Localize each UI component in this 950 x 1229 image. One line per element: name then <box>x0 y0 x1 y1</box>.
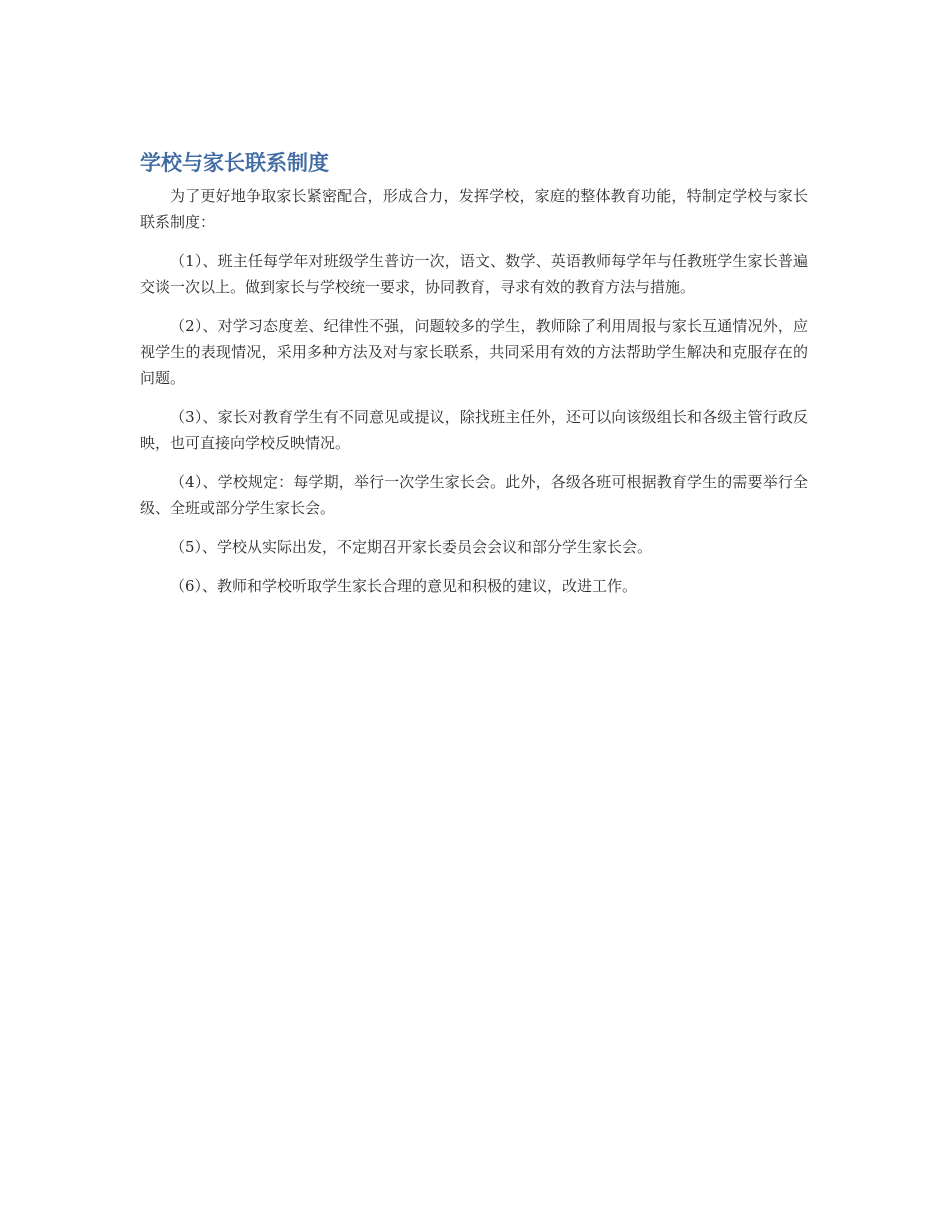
rule-paragraph-2: （2）、对学习态度差、纪律性不强，问题较多的学生，教师除了利用周报与家长互通情况外，应视学生的表现情况，采用多种方法及对与家长联系，共同采用有效的方法帮助学生解决和克服存在的问题。 <box>140 317 808 387</box>
rule-paragraph-5: （5）、学校从实际出发，不定期召开家长委员会会议和部分学生家长会。 <box>170 538 653 556</box>
rule-paragraph-1: （1）、班主任每学年对班级学生普访一次，语文、数学、英语教师每学年与任教班学生家长普遍交谈一次以上。做到家长与学校统一要求，协同教育，寻求有效的教育方法与措施。 <box>140 252 808 296</box>
rule-paragraph-3: （3）、家长对教育学生有不同意见或提议，除找班主任外，还可以向该级组长和各级主管行政反映，也可直接向学校反映情况。 <box>140 408 808 452</box>
intro-paragraph: 为了更好地争取家长紧密配合，形成合力，发挥学校，家庭的整体教育功能，特制定学校与家长联系制度： <box>140 187 808 231</box>
rule-paragraph-6: （6）、教师和学校听取学生家长合理的意见和积极的建议，改进工作。 <box>170 577 638 595</box>
document-title: 学校与家长联系制度 <box>140 151 329 175</box>
rule-paragraph-4: （4）、学校规定：每学期，举行一次学生家长会。此外，各级各班可根据教育学生的需要举行全级、全班或部分学生家长会。 <box>140 473 808 517</box>
document-body <box>140 148 808 612</box>
